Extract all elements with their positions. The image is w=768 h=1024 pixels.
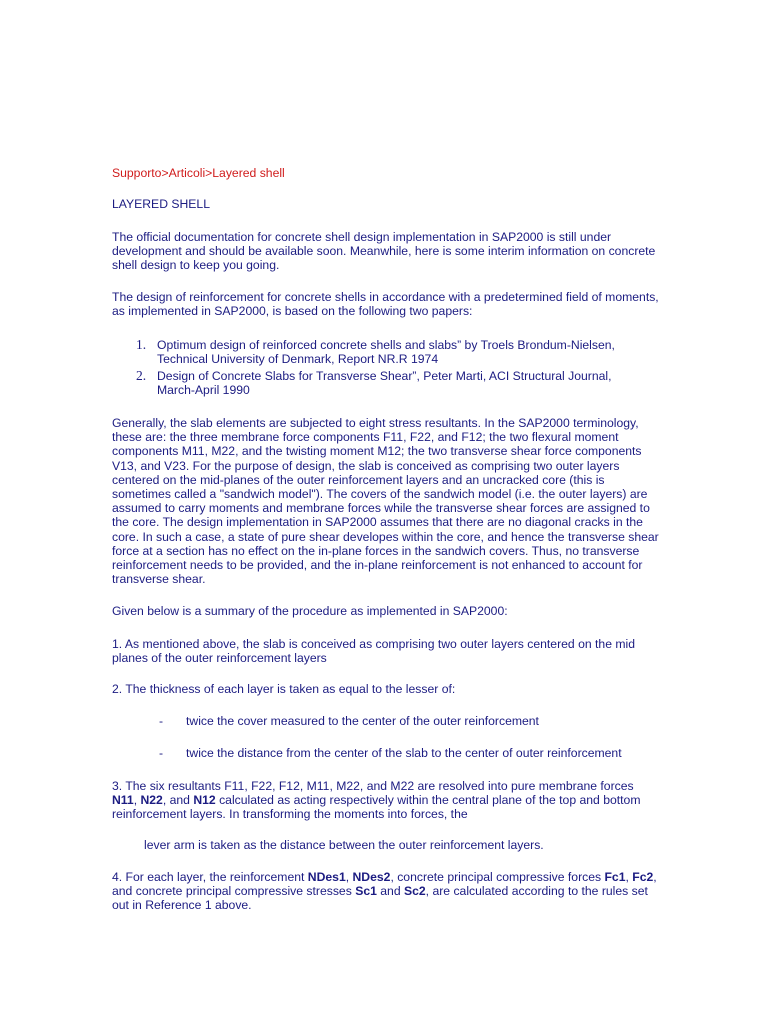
symbol-fc1: Fc1: [604, 870, 626, 884]
summary-intro: Given below is a summary of the procedure as implemented in SAP2000:: [112, 604, 508, 618]
list-number: 1.: [136, 337, 147, 352]
page-title: LAYERED SHELL: [112, 197, 210, 211]
symbol-n22: N22: [140, 793, 163, 808]
symbol-n11: N11: [112, 793, 134, 808]
symbol-fc2: Fc2: [632, 870, 654, 884]
symbol-sc1: Sc1: [355, 884, 377, 899]
symbol-sc2: Sc2: [403, 884, 426, 899]
symbol-ndes1: NDes1: [307, 870, 346, 884]
paper-reference: Design of Concrete Slabs for Transverse Shear”, Peter Marti, ACI Structural Journal, March-April 1990: [157, 369, 612, 398]
breadcrumb[interactable]: Supporto>Articoli>Layered shell: [112, 166, 285, 180]
list-number: 2.: [136, 368, 147, 383]
procedure-step-3: 3. The six resultants F11, F22, F12, M11, M22, and M22 are resolved into pure membrane forces N11, N22, and N12 calculated as acting respectively within the central plane of the top and bottom reinforcement layers. In transforming the moments into forces, the: [112, 779, 641, 822]
paper-list-item: [136, 369, 636, 397]
paper-reference: Optimum design of reinforced concrete shells and slabs” by Troels Brondum-Nielsen, Technical University of Denmark, Report NR.R 1974: [157, 338, 615, 367]
paper-list-item: [136, 338, 636, 366]
intro-paragraph: The official documentation for concrete shell design implementation in SAP2000 is still under development and should be available soon. Meanwhile, here is some interim information on concrete shell design to keep you going.: [112, 230, 656, 273]
procedure-step-1: 1. As mentioned above, the slab is conceived as comprising two outer layers centered on the mid planes of the outer reinforcement layers: [112, 637, 635, 666]
dash-bullet: -: [159, 746, 164, 760]
procedure-step-2: 2. The thickness of each layer is taken as equal to the lesser of:: [112, 682, 456, 696]
sub-item-text: twice the cover measured to the center of the outer reinforcement: [186, 714, 539, 728]
sub-item-text: twice the distance from the center of the slab to the center of outer reinforcement: [186, 746, 622, 760]
design-intro-paragraph: The design of reinforcement for concrete shells in accordance with a predetermined field of moments, as implemented in SAP2000, is based on the following two papers:: [112, 290, 659, 319]
symbol-n12: N12: [193, 793, 216, 808]
procedure-step-4: 4. For each layer, the reinforcement NDes1, NDes2, concrete principal compressive forces Fc1, Fc2, and concrete principal compressive stresses Sc1 and Sc2, are calculated according to the rules set out in Reference 1 above.: [112, 870, 657, 913]
lever-arm-note: lever arm is taken as the distance between the outer reinforcement layers.: [144, 838, 544, 852]
dash-bullet: -: [159, 714, 164, 728]
stress-resultants-paragraph: Generally, the slab elements are subjected to eight stress resultants. In the SAP2000 terminology, these are: the three membrane force components F11, F22, and F12; the two flexural moment components M11, M22, and the twisting moment M12; the two transverse shear force components V13, and V23. For the purpose of design, the slab is conceived as comprising two outer layers centered on the mid-planes of the outer reinforcement layers and an uncracked core (this is sometimes called a "sandwich model"). The covers of the sandwich model (i.e. the outer layers) are assumed to carry moments and membrane forces while the transverse shear forces are assigned to the core. The design implementation in SAP2000 assumes that there are no diagonal cracks in the core. In such a case, a state of pure shear developes within the core, and hence the transverse shear force at a section has no effect on the in-plane forces in the sandwich covers. Thus, no transverse reinforcement needs to be provided, and the in-plane reinforcement is not enhanced to account for transverse shear.: [112, 416, 659, 587]
symbol-ndes2: NDes2: [352, 870, 391, 884]
